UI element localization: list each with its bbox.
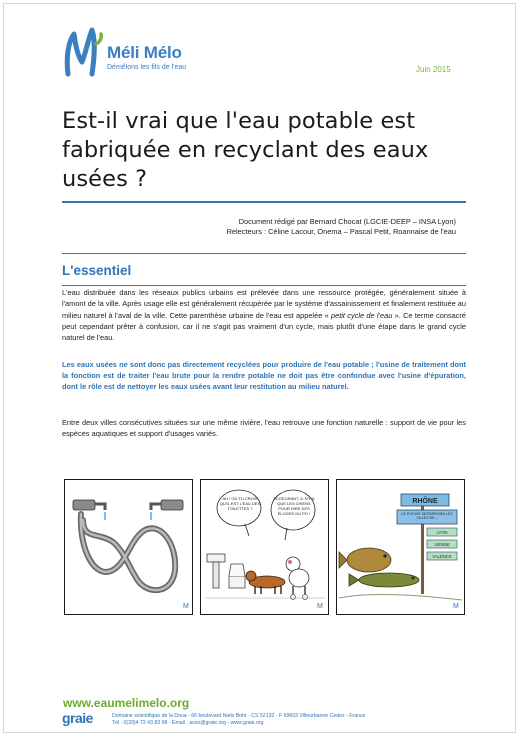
author-credit: Document rédigé par Bernard Chocat (LGCIE-DEEP – INSA Lyon) <box>238 217 456 226</box>
footer-website-link[interactable]: www.eaumelimelo.org <box>63 696 190 710</box>
bubble-right-text: ÉCOEURANT, IL N'Y A QUE LES CHIENS POUR DIRE DES ÉLOGES DU PO ! <box>273 496 315 516</box>
cartoon-infinity-pipes <box>64 479 193 615</box>
brand-tagline: Démêlons les fils de l'eau <box>107 64 187 71</box>
footer-contact: Tél : 0(33)4 72 43 83 68 - Email : asso@graie.org - www.graie.org <box>112 720 264 726</box>
reviewers-credit: Relecteurs : Céline Lacour, Onema – Pascal Petit, Roannaise de l'eau <box>226 227 456 236</box>
graie-logo: graie <box>62 710 93 726</box>
section-heading: L'essentiel <box>62 263 132 278</box>
sign-rhone-text: RHÔNE <box>412 498 438 505</box>
svg-text:M: M <box>317 603 323 610</box>
paragraph-rivers: Entre deux villes consécutives situées sur une même rivière, l'eau retrouve une fonction naturelle : support de vie pour les espèces aquatiques et support d'usages variés. <box>62 418 466 439</box>
emphasis-petit-cycle: petit cycle de l'eau <box>331 310 393 320</box>
meli-melo-logo-icon <box>62 22 104 80</box>
cartoon-fish-rhone <box>336 479 465 615</box>
bubble-left-text: AH ! OÙ TU CROIS QU'IL EST L'EAU DES TOILETTES ? <box>219 496 261 511</box>
sign-main-text: LE FLEUVE DESSERVIRA LES VILLES DE... <box>401 512 453 521</box>
cartoon-dogs-toilet <box>200 479 329 615</box>
sign-vienne-text: VIENNE <box>434 542 450 547</box>
document-date: Juin 2015 <box>416 65 451 74</box>
section-divider-bottom <box>62 285 466 286</box>
sign-lyon-text: LYON <box>436 530 448 535</box>
footer-address: Domaine scientifique de la Doua - 66 boulevard Niels Bohr - CS 52132 - F 69603 Villeurbanne Cedex - France <box>112 713 366 719</box>
page <box>3 3 516 733</box>
title-divider <box>62 201 466 203</box>
paragraph-key-message: Les eaux usées ne sont donc pas directement recyclées pour produire de l'eau potable ; l'usine de traitement dont la fonction est de traiter l'eau brute pour la rendre potable ne doit pas être confondue avec l'usine d'épuration, dont le rôle est de nettoyer les eaux usées avant leur restitution au milieu naturel. <box>62 360 466 392</box>
svg-text:M: M <box>183 603 189 610</box>
paragraph-intro: L'eau distribuée dans les réseaux publics urbains est prélevée dans une ressource protégée, généralement située à l'amont de la ville. Après usage elle est généralement récupérée par le système d'assainissement et finalement restituée au milieu naturel à l'aval de la ville. Cette parenthèse urbaine de l'eau est appelée « petit cycle de l'eau ». Ce terme consacré peut cependant prêter à confusion, car il ne s'agit pas vraiment d'un cycle, mais plutôt d'une étape dans le grand cycle naturel de l'eau. <box>62 288 467 343</box>
section-divider-top <box>62 253 466 254</box>
sign-valence-text: VALENCE <box>432 554 452 559</box>
brand-name: Méli Mélo <box>107 43 182 62</box>
document-title: Est-il vrai que l'eau potable est fabriquée en recyclant des eaux usées ? <box>62 108 429 192</box>
svg-text:M: M <box>453 603 459 610</box>
